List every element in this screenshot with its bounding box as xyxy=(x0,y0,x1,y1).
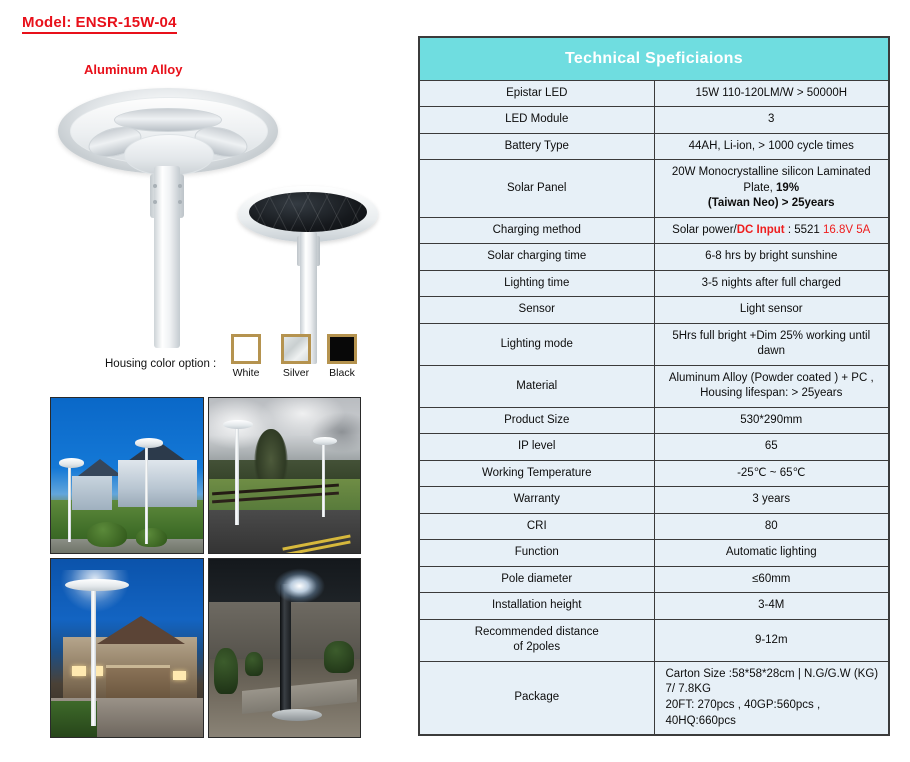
technical-specifications-table xyxy=(418,36,890,736)
swatch-black[interactable] xyxy=(327,334,357,364)
spec-key: Solar charging time xyxy=(419,244,654,271)
spec-key: Warranty xyxy=(419,487,654,514)
lamp-head xyxy=(65,579,129,591)
lamp-pole xyxy=(68,462,71,543)
spec-value: Light sensor xyxy=(654,297,889,324)
lamp-pole xyxy=(154,166,180,348)
color-option-white[interactable] xyxy=(231,334,261,379)
spec-value: 65 xyxy=(654,434,889,461)
spec-key: Lighting time xyxy=(419,270,654,297)
light-glow xyxy=(266,563,332,609)
shrub xyxy=(136,528,166,547)
driveway xyxy=(51,539,203,553)
spec-key: Lighting mode xyxy=(419,323,654,365)
table-row xyxy=(419,270,889,297)
bolt-icon xyxy=(153,184,157,188)
swatch-label-silver: Silver xyxy=(282,367,310,379)
spec-key: Pole diameter xyxy=(419,566,654,593)
spec-value: 3 xyxy=(654,107,889,134)
charging-connector-text: : 5521 xyxy=(784,223,823,236)
bush xyxy=(324,641,354,673)
table-row xyxy=(419,407,889,434)
table-row xyxy=(419,323,889,365)
spec-value: 5Hrs full bright +Dim 25% working until dawn xyxy=(654,323,889,365)
table-row xyxy=(419,661,889,735)
shrub xyxy=(87,522,127,547)
spec-value: Automatic lighting xyxy=(654,540,889,567)
lamp-pole xyxy=(235,423,239,525)
lamp-pole xyxy=(91,587,96,726)
model-heading xyxy=(22,14,177,31)
charging-dc-input-label: DC Input xyxy=(736,223,785,236)
model-value: ENSR-15W-04 xyxy=(75,14,177,31)
lamp-pole xyxy=(145,441,148,543)
bush xyxy=(245,652,263,677)
table-row xyxy=(419,80,889,107)
solar-panel-surface xyxy=(249,192,367,232)
application-photo xyxy=(50,397,204,554)
spec-value: 3 years xyxy=(654,487,889,514)
swatch-white[interactable] xyxy=(231,334,261,364)
spec-key: IP level xyxy=(419,434,654,461)
material-badge: Aluminum Alloy xyxy=(84,62,183,77)
charging-solar-text: Solar power/ xyxy=(672,223,737,236)
lamp-head xyxy=(223,420,253,429)
spec-key: Material xyxy=(419,365,654,407)
bolt-icon xyxy=(178,184,182,188)
spec-value: -25℃ ~ 65℃ xyxy=(654,460,889,487)
pole-base xyxy=(272,709,322,721)
color-option-black[interactable] xyxy=(327,334,357,379)
spec-key: Product Size xyxy=(419,407,654,434)
house xyxy=(118,460,197,507)
bolt-icon xyxy=(153,200,157,204)
lamp-pole xyxy=(322,440,325,518)
spec-value: ≤60mm xyxy=(654,566,889,593)
spec-key: Working Temperature xyxy=(419,460,654,487)
lamp-head xyxy=(59,458,85,467)
spec-value: 3-5 nights after full charged xyxy=(654,270,889,297)
spec-key: Charging method xyxy=(419,217,654,244)
table-row xyxy=(419,619,889,661)
spec-key: Battery Type xyxy=(419,133,654,160)
table-row xyxy=(419,434,889,461)
roof xyxy=(78,459,122,476)
spec-key: Sensor xyxy=(419,297,654,324)
spec-value xyxy=(654,160,889,218)
model-label: Model: xyxy=(22,14,72,31)
table-row xyxy=(419,460,889,487)
spec-value: 3-4M xyxy=(654,593,889,620)
spec-value xyxy=(654,661,889,735)
application-photo xyxy=(208,558,361,738)
material-line-2: Housing lifespan: > 25years xyxy=(700,387,843,400)
left-column xyxy=(0,0,410,762)
spec-key: Installation height xyxy=(419,593,654,620)
spec-key: Epistar LED xyxy=(419,80,654,107)
color-option-silver[interactable] xyxy=(281,334,311,379)
solar-panel-brand: (Taiwan Neo) > 25years xyxy=(707,197,835,210)
package-line-1: Carton Size :58*58*28cm | N.G/G.W (KG) 7/ 7.8KG xyxy=(665,667,879,696)
spec-key: CRI xyxy=(419,513,654,540)
bush xyxy=(214,648,238,694)
swatch-silver[interactable] xyxy=(281,334,311,364)
application-photo xyxy=(208,397,361,554)
application-photo-grid xyxy=(50,397,361,738)
spec-value: 6-8 hrs by bright sunshine xyxy=(654,244,889,271)
spec-value: 44AH, Li-ion, > 1000 cycle times xyxy=(654,133,889,160)
spec-key-line-2: of 2poles xyxy=(513,641,561,654)
spec-value: 9-12m xyxy=(654,619,889,661)
table-row xyxy=(419,365,889,407)
spec-key: Function xyxy=(419,540,654,567)
table-row xyxy=(419,160,889,218)
table-row xyxy=(419,297,889,324)
table-row xyxy=(419,513,889,540)
housing-color-options xyxy=(105,352,385,392)
window xyxy=(72,666,86,677)
spec-value: 80 xyxy=(654,513,889,540)
spec-key: Package xyxy=(419,661,654,735)
swatch-label-black: Black xyxy=(329,367,355,379)
application-photo xyxy=(50,558,204,738)
material-line-1: Aluminum Alloy (Powder coated ) + PC , xyxy=(668,371,874,384)
window xyxy=(173,671,187,680)
table-row xyxy=(419,107,889,134)
bolt-icon xyxy=(178,200,182,204)
spec-key: LED Module xyxy=(419,107,654,134)
garage-door xyxy=(106,665,170,698)
spec-key-line-1: Recommended distance xyxy=(474,625,599,638)
house xyxy=(72,476,112,510)
spec-value xyxy=(654,217,889,244)
spec-value xyxy=(654,365,889,407)
table-row xyxy=(419,540,889,567)
spec-value: 530*290mm xyxy=(654,407,889,434)
solar-panel-text: 20W Monocrystalline silicon Laminated Plate, xyxy=(671,166,871,194)
table-row xyxy=(419,566,889,593)
table-row xyxy=(419,133,889,160)
solar-panel-efficiency: 19% xyxy=(776,181,800,194)
table-row xyxy=(419,244,889,271)
spec-key: Solar Panel xyxy=(419,160,654,218)
spec-key xyxy=(419,619,654,661)
swatch-label-white: White xyxy=(232,367,260,379)
lamp-head xyxy=(135,438,164,447)
housing-color-label: Housing color option : xyxy=(105,358,217,370)
lamp-head xyxy=(313,437,337,445)
table-header-row xyxy=(419,37,889,80)
spec-value: 15W 110-120LM/W > 50000H xyxy=(654,80,889,107)
table-row xyxy=(419,593,889,620)
table-title: Technical Speficiaions xyxy=(419,37,889,80)
charging-voltage: 16.8V 5A xyxy=(823,223,871,236)
table-row xyxy=(419,217,889,244)
package-line-2: 20FT: 270pcs , 40GP:560pcs , 40HQ:660pcs xyxy=(665,699,821,727)
table-row xyxy=(419,487,889,514)
